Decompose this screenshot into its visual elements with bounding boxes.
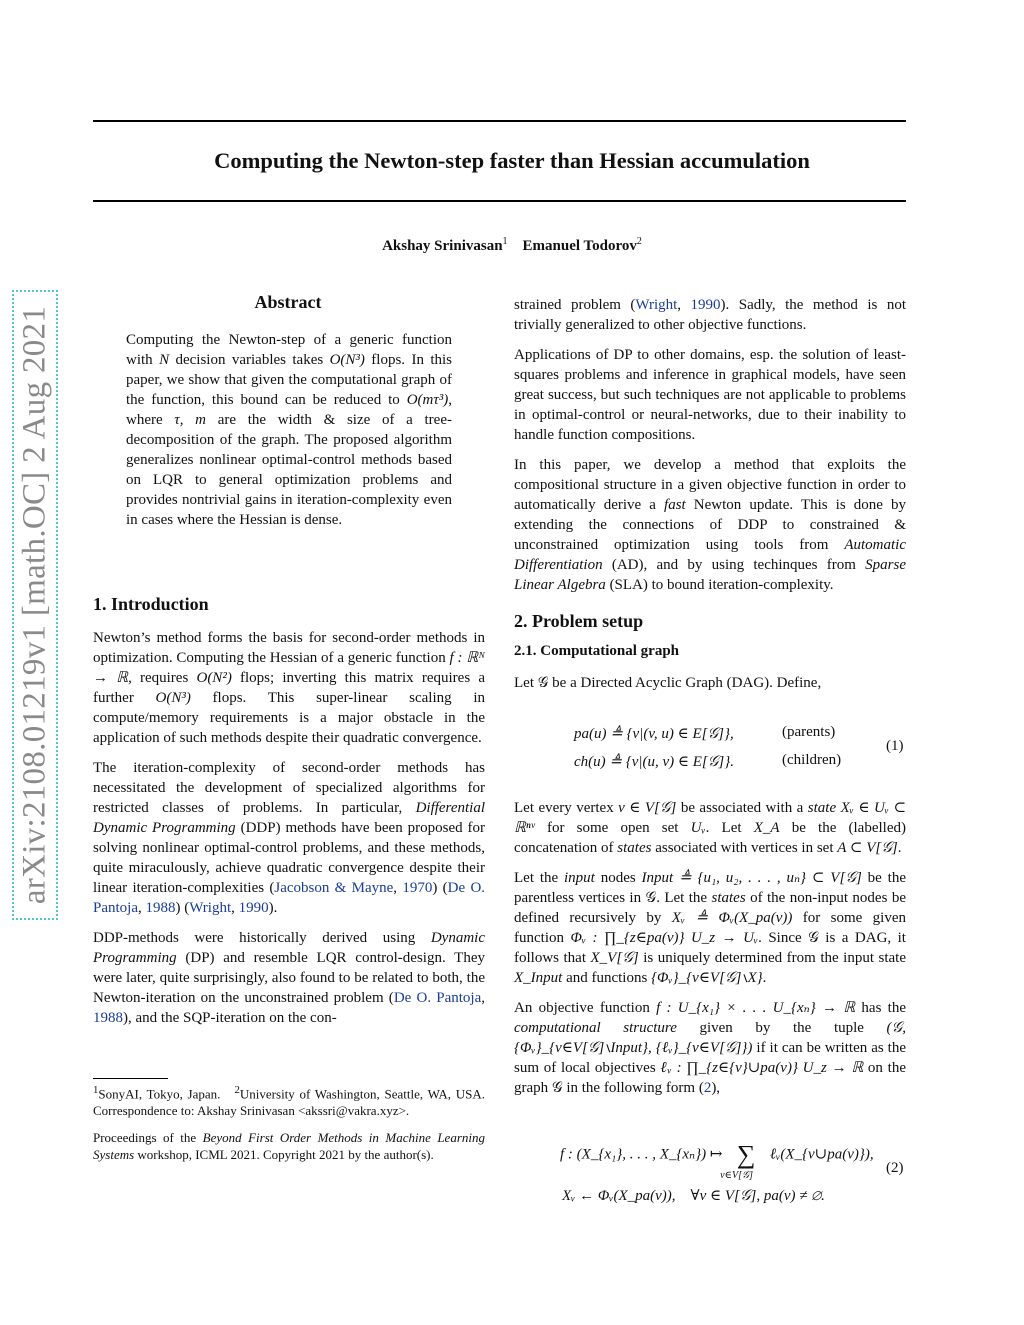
paragraph: In this paper, we develop a method that exploits the compositional structure in a given objective function in order to automatically derive a fast Newton update. This is done by extending the connections of DDP to constrained & unconstrained optimization using tools from Automatic Differentiation (AD), and by using techinques from Sparse Linear Algebra (SLA) to bound iteration-complexity. <box>514 457 906 593</box>
citation-link[interactable]: 1990 <box>690 297 721 313</box>
paragraph: Applications of DP to other domains, esp. the solution of least-squares problems and inference in graphical models, have seen great success, but such techniques are not applicable to problems in optimal-control or neural-networks, due to their inability to handle function compositions. <box>514 347 906 443</box>
right-column <box>514 295 906 703</box>
paragraph: An objective function f : U_{x₁} × . . . U_{xₙ} → ℝ has the computational structure given by the tuple (𝒢, {Φᵥ}_{v∈V[𝒢]∖Input}, {ℓᵥ}_{v∈V[𝒢]}) if it can be written as the sum of local objectives ℓᵥ : ∏_{z∈{v}∪pa(v)} U_z → ℝ on the graph 𝒢 in the following form (2), <box>514 1000 907 1096</box>
section-heading: 1. Introduction <box>93 594 209 614</box>
equation-reference-link[interactable]: 2 <box>703 1080 712 1096</box>
paragraph: Let 𝒢 be a Directed Acyclic Graph (DAG). Define, <box>514 675 822 691</box>
affiliation-mark: 1 <box>502 236 508 247</box>
equation-number: (1) <box>886 738 904 754</box>
left-column <box>93 594 485 1038</box>
citation-link[interactable]: De O. Pantoja <box>393 990 482 1006</box>
equation-1-line-2: ch(u) ≜ {v|(u, v) ∈ E[𝒢]}. <box>574 754 735 770</box>
section-heading: 2. Problem setup <box>514 611 644 631</box>
equation-2-line-2: Xᵥ ← Φᵥ(X_pa(v)), ∀v ∈ V[𝒢], pa(v) ≠ ∅. <box>562 1188 825 1204</box>
footnote-affiliations: $^1$SonyAI, Tokyo, Japan. $^2$University of Washington, Seattle, WA, USA. Correspondence to: Akshay Srinivasan <akssri@vakra.xyz>. <box>93 1084 485 1119</box>
paragraph: Let every vertex v ∈ V[𝒢] be associated with a state Xᵥ ∈ Uᵥ ⊂ ℝⁿᵛ for some open set Uᵥ. Let X_A be the (labelled) concatenation of states associated with vertices in set A ⊂ V[𝒢]. <box>514 800 907 856</box>
author-list <box>0 236 1024 255</box>
citation-link[interactable]: De O. Pantoja <box>93 880 486 916</box>
watermark-text: arXiv:2108.01219v1 [math.OC] 2 Aug 2021 <box>16 305 53 905</box>
footnotes <box>93 1082 485 1173</box>
footnote-rule <box>93 1078 168 1079</box>
right-column-continued <box>514 798 906 1108</box>
subsection-heading: 2.1. Computational graph <box>514 643 680 659</box>
paragraph: strained problem (Wright, 1990). Sadly, the method is not trivially generalized to other objective functions. <box>514 297 907 333</box>
equation-1-line-1: pa(u) ≜ {v|(v, u) ∈ E[𝒢]}, <box>574 726 734 742</box>
citation-link[interactable]: 1990 <box>238 900 269 916</box>
equation-1-label-children: (children) <box>782 752 842 768</box>
title-bottom-rule <box>93 200 906 202</box>
sum-symbol: ∑ <box>736 1140 756 1169</box>
citation-link[interactable]: 1988 <box>145 900 176 916</box>
paragraph: Newton’s method forms the basis for second-order methods in optimization. Computing the Hessian of a generic function f : ℝᴺ → ℝ, requires O(N²) flops; inverting this matrix requires a further O(N³) flops. This super-linear scaling in compute/memory requirements is a major obstacle in the application of such methods despite their quadratic convergence. <box>93 630 485 746</box>
abstract-heading: Abstract <box>254 292 322 312</box>
sum-subscript: v∈V[𝒢] <box>720 1170 754 1181</box>
paragraph: The iteration-complexity of second-order methods has necessitated the development of specialized algorithms for restricted classes of problems. In particular, Differential Dynamic Programming (DDP) methods have been proposed for solving nonlinear optimal-control problems, and these methods, quite miraculously, achieve quadratic convergence despite their linear iteration-complexities (Jacobson & Mayne, 1970) (De O. Pantoja, 1988) (Wright, 1990). <box>93 760 486 916</box>
paragraph: DDP-methods were historically derived using Dynamic Programming (DP) and resemble LQR control-design. They were later, quite surprisingly, also found to be related to both, the Newton-iteration on the unconstrained problem (De O. Pantoja, 1988), and the SQP-iteration on the con- <box>93 930 485 1026</box>
paper-title: Computing the Newton-step faster than Hessian accumulation <box>214 148 810 173</box>
citation-link[interactable]: Jacobson & Mayne <box>274 880 394 896</box>
citation-link[interactable]: 1970 <box>402 880 433 896</box>
paragraph: Let the input nodes Input ≜ {u₁, u₂, . . . , uₙ} ⊂ V[𝒢] be the parentless vertices in 𝒢. Let the states of the non-input nodes be defined recursively by Xᵥ ≜ Φᵥ(X_pa(v)) for some given function Φᵥ : ∏_{z∈pa(v)} U_z → Uᵥ. Since 𝒢 is a DAG, it follows that X_V[𝒢] is uniquely determined from the input state X_Input and functions {Φᵥ}_{v∈V[𝒢]∖X}. <box>514 870 907 986</box>
citation-link[interactable]: Wright <box>189 900 232 916</box>
equation-1-label-parents: (parents) <box>782 724 836 740</box>
abstract-text: Computing the Newton-step of a generic function with N decision variables takes O(N³) flops. In this paper, we show that given the computational graph of the function, this bound can be reduced to O(mτ³), where τ, m are the width & size of a tree-decomposition of the graph. The proposed algorithm generalizes nonlinear optimal-control methods based on LQR to general optimization problems and provides nontrivial gains in iteration-complexity even in cases where the Hessian is dense. <box>126 332 453 528</box>
equation-2-line-1: f : (X_{x₁}, . . . , X_{xₙ}) ↦ ∑ v∈V[𝒢] ℓᵥ(X_{v∪pa(v)}), <box>560 1140 874 1181</box>
author-name: Akshay Srinivasan <box>382 238 503 254</box>
arxiv-watermark <box>0 290 64 920</box>
footnote-proceedings: Proceedings of the Beyond First Order Methods in Machine Learning Systems workshop, ICML 2021. Copyright 2021 by the author(s). <box>93 1130 485 1163</box>
citation-link[interactable]: Wright <box>635 297 678 313</box>
affiliation-mark: 2 <box>636 236 642 247</box>
equation-number: (2) <box>886 1160 904 1176</box>
top-rule <box>93 120 906 122</box>
citation-link[interactable]: 1988 <box>93 1010 123 1026</box>
author-name: Emanuel Todorov <box>522 238 637 254</box>
